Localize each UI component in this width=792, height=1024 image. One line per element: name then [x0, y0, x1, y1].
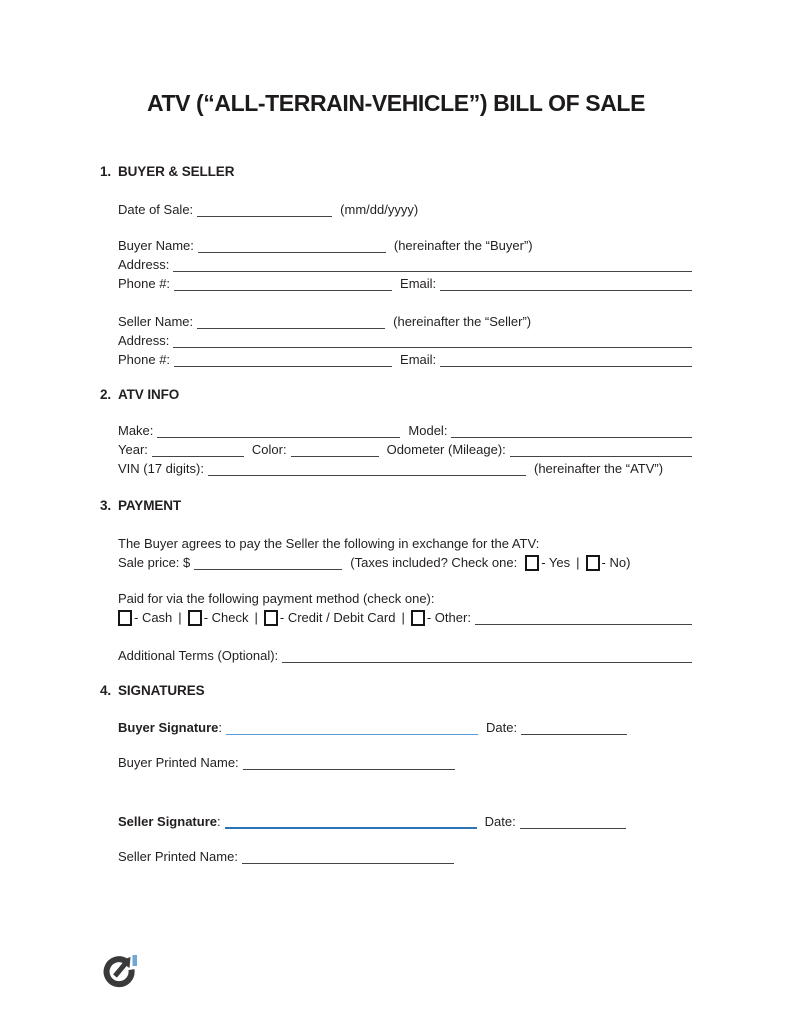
date-of-sale-blank[interactable] — [197, 203, 332, 217]
odometer-label: Odometer (Mileage): — [386, 442, 506, 457]
model-blank[interactable] — [451, 424, 692, 438]
buyer-signature-date-label: Date: — [486, 720, 518, 735]
seller-phone-blank[interactable] — [174, 353, 392, 367]
buyer-signature-label: Buyer Signature — [118, 720, 219, 735]
taxes-included-label: (Taxes included? Check one: — [350, 555, 518, 570]
seller-signature-date-blank[interactable] — [520, 815, 626, 829]
buyer-signature-blank[interactable] — [226, 721, 478, 735]
taxes-no-label: - No) — [601, 555, 631, 570]
seller-name-blank[interactable] — [197, 315, 385, 329]
seller-signature-blank[interactable] — [225, 815, 477, 829]
section-4-title: SIGNATURES — [118, 683, 205, 698]
section-3-title: PAYMENT — [118, 498, 182, 513]
section-3-heading — [100, 498, 792, 513]
taxes-yes-label: - Yes — [541, 555, 571, 570]
section-4-heading — [100, 683, 792, 698]
buyer-address-blank[interactable] — [173, 258, 692, 272]
seller-printed-name-field — [118, 846, 692, 864]
credit-debit-label: - Credit / Debit Card — [279, 610, 396, 625]
cash-label: - Cash — [134, 610, 173, 625]
year-blank[interactable] — [152, 443, 244, 457]
taxes-separator: | — [576, 555, 580, 570]
payment-method-options — [118, 607, 692, 625]
buyer-signature-colon: : — [218, 720, 223, 735]
seller-phone-email-field — [118, 349, 692, 367]
year-color-odometer-field — [118, 439, 692, 457]
seller-email-label: Email: — [400, 352, 437, 367]
seller-printed-name-label: Seller Printed Name: — [118, 849, 238, 864]
section-2-heading — [100, 387, 792, 402]
vin-label: VIN (17 digits): — [118, 461, 204, 476]
buyer-name-blank[interactable] — [198, 239, 386, 253]
payment-intro — [118, 533, 692, 551]
method-separator-3: | — [401, 610, 405, 625]
make-label: Make: — [118, 423, 154, 438]
sale-price-blank[interactable] — [194, 556, 342, 570]
color-blank[interactable] — [291, 443, 379, 457]
check-label: - Check — [203, 610, 249, 625]
seller-phone-label: Phone #: — [118, 352, 171, 367]
seller-signature-colon: : — [216, 814, 221, 829]
check-checkbox[interactable] — [188, 610, 202, 626]
color-label: Color: — [251, 442, 287, 457]
buyer-signature-date-blank[interactable] — [521, 721, 627, 735]
sale-price-label: Sale price: $ — [118, 555, 191, 570]
vin-blank[interactable] — [208, 462, 526, 476]
buyer-address-label: Address: — [118, 257, 170, 272]
section-1-title: BUYER & SELLER — [118, 164, 235, 179]
seller-signature-label: Seller Signature — [118, 814, 217, 829]
date-of-sale-field — [118, 199, 692, 217]
buyer-printed-name-label: Buyer Printed Name: — [118, 755, 239, 770]
seller-name-label: Seller Name: — [118, 314, 194, 329]
section-2-title: ATV INFO — [118, 387, 180, 402]
model-label: Model: — [408, 423, 448, 438]
buyer-name-field — [118, 235, 692, 253]
buyer-email-label: Email: — [400, 276, 437, 291]
additional-terms-field — [118, 645, 692, 663]
other-checkbox[interactable] — [411, 610, 425, 626]
method-separator-2: | — [254, 610, 258, 625]
buyer-phone-label: Phone #: — [118, 276, 171, 291]
make-blank[interactable] — [157, 424, 400, 438]
odometer-blank[interactable] — [510, 443, 692, 457]
seller-printed-name-blank[interactable] — [242, 850, 454, 864]
make-model-field — [118, 420, 692, 438]
seller-address-blank[interactable] — [173, 334, 692, 348]
seller-address-field — [118, 330, 692, 348]
section-3-number: 3. — [100, 498, 112, 513]
document-title: ATV (“ALL-TERRAIN-VEHICLE”) BILL OF SALE — [146, 90, 646, 116]
payment-method-intro — [118, 588, 692, 606]
buyer-printed-name-field — [118, 752, 692, 770]
seller-signature-date-label: Date: — [484, 814, 516, 829]
buyer-signature-field — [118, 717, 692, 735]
taxes-yes-checkbox[interactable] — [525, 555, 539, 571]
date-of-sale-label: Date of Sale: — [118, 202, 194, 217]
taxes-no-checkbox[interactable] — [586, 555, 600, 571]
buyer-email-blank[interactable] — [440, 277, 692, 291]
seller-name-field — [118, 311, 692, 329]
section-1-number: 1. — [100, 164, 112, 179]
vin-suffix: (hereinafter the “ATV”) — [533, 461, 664, 476]
buyer-name-suffix: (hereinafter the “Buyer”) — [393, 238, 533, 253]
payment-intro-text: The Buyer agrees to pay the Seller the following in exchange for the ATV: — [118, 536, 540, 551]
additional-terms-label: Additional Terms (Optional): — [118, 648, 279, 663]
seller-signature-field — [118, 811, 692, 829]
buyer-phone-blank[interactable] — [174, 277, 392, 291]
credit-debit-checkbox[interactable] — [264, 610, 278, 626]
other-label: - Other: — [426, 610, 471, 625]
additional-terms-blank[interactable] — [282, 649, 692, 663]
cash-checkbox[interactable] — [118, 610, 132, 626]
eforms-logo-icon — [102, 950, 140, 992]
seller-email-blank[interactable] — [440, 353, 692, 367]
section-2-number: 2. — [100, 387, 112, 402]
buyer-address-field — [118, 254, 692, 272]
vin-field — [118, 458, 692, 476]
buyer-name-label: Buyer Name: — [118, 238, 194, 253]
section-1-heading — [100, 164, 792, 179]
seller-address-label: Address: — [118, 333, 170, 348]
year-label: Year: — [118, 442, 148, 457]
payment-method-intro-text: Paid for via the following payment method (check one): — [118, 591, 435, 606]
date-format-hint: (mm/dd/yyyy) — [340, 202, 419, 217]
section-4-number: 4. — [100, 683, 112, 698]
seller-name-suffix: (hereinafter the “Seller”) — [393, 314, 532, 329]
method-separator-1: | — [178, 610, 182, 625]
buyer-printed-name-blank[interactable] — [243, 756, 455, 770]
other-blank[interactable] — [475, 611, 692, 625]
buyer-phone-email-field — [118, 273, 692, 291]
sale-price-field — [118, 552, 692, 570]
